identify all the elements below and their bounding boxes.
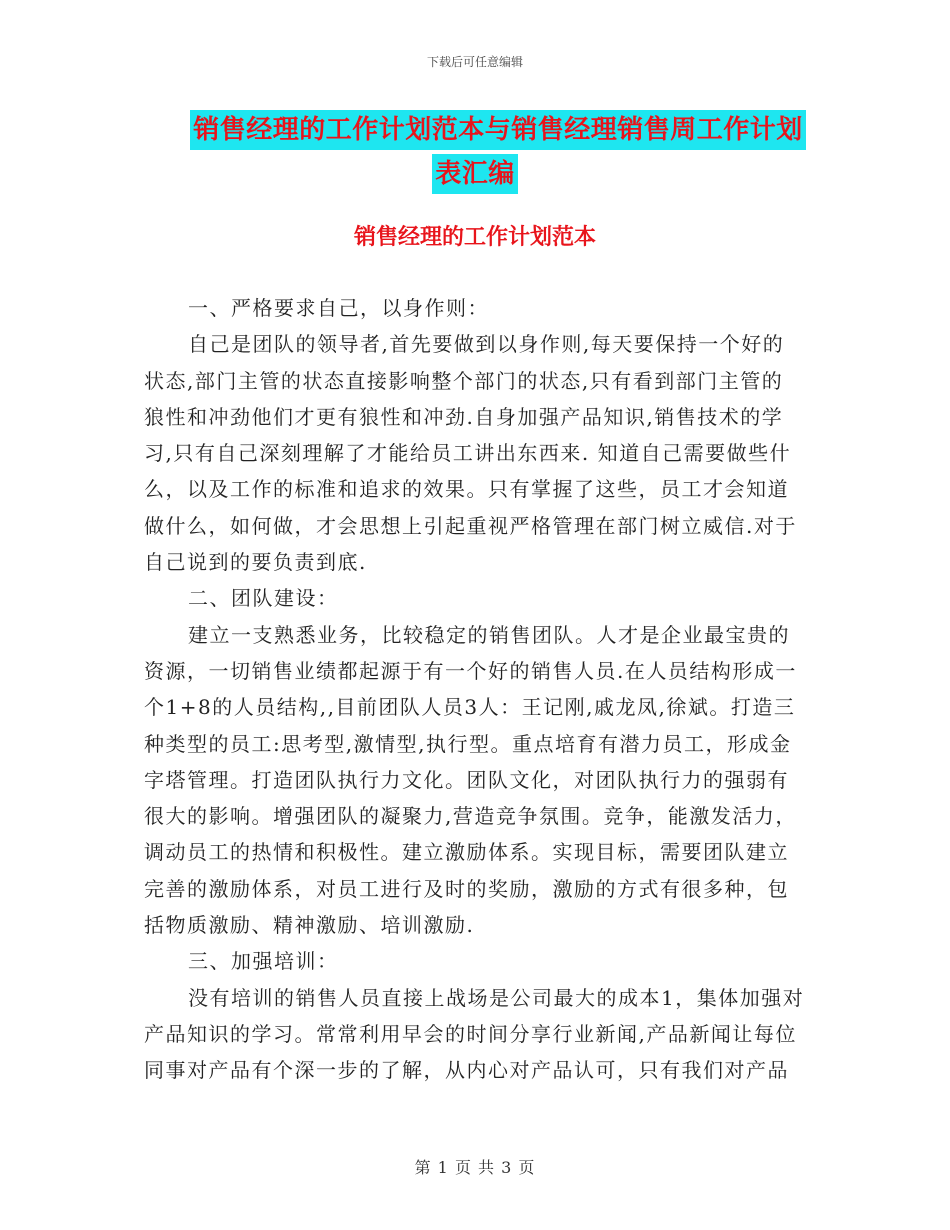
text-line: 二、团队建设：	[188, 586, 339, 611]
text-line: 三、加强培训：	[188, 949, 339, 974]
text-line: 习,只有自己深刻理解了才能给员工讲出东西来. 知道自己需要做些什	[144, 441, 792, 466]
paragraph	[144, 326, 812, 580]
page-header: 下载后可任意编辑	[426, 55, 523, 69]
text-line: 种类型的员工:思考型,激情型,执行型。重点培育有潜力员工，形成金	[144, 731, 792, 756]
paragraph-heading-1	[144, 290, 812, 326]
text-line: 很大的影响。增强团队的凝聚力,营造竞争氛围。竞争，能激发活力，	[144, 804, 797, 829]
paragraph-heading-2	[144, 580, 812, 616]
text-line: 狼性和冲劲他们才更有狼性和冲劲.自身加强产品知识,销售技术的学	[144, 404, 784, 429]
text-line: 产品知识的学习。常常利用早会的时间分享行业新闻,产品新闻让每位	[144, 1021, 797, 1046]
title-line-2: 表汇编	[432, 154, 518, 194]
text-line: 字塔管理。打造团队执行力文化。团队文化，对团队执行力的强弱有	[144, 767, 789, 792]
text-line: 同事对产品有个深一步的了解，从内心对产品认可，只有我们对产品	[144, 1058, 789, 1083]
paragraph	[144, 980, 812, 1089]
text-line: 做什么，如何做，才会思想上引起重视严格管理在部门树立威信.对于	[144, 513, 797, 538]
text-line: 自己是团队的领导者,首先要做到以身作则,每天要保持一个好的	[188, 332, 785, 357]
text-line: 完善的激励体系，对员工进行及时的奖励，激励的方式有很多种，包	[144, 876, 789, 901]
document-title	[0, 110, 950, 194]
text-line: 建立一支熟悉业务，比较稳定的销售团队。人才是企业最宝贵的	[188, 622, 790, 647]
text-line: 状态,部门主管的状态直接影响整个部门的状态,只有看到部门主管的	[144, 368, 784, 393]
body-text	[144, 290, 812, 1089]
text-line: 么，以及工作的标准和追求的效果。只有掌握了这些，员工才会知道	[144, 477, 789, 502]
paragraph	[144, 617, 812, 944]
text-line: 调动员工的热情和积极性。建立激励体系。实现目标，需要团队建立	[144, 840, 789, 865]
paragraph-heading-3	[144, 943, 812, 979]
text-line: 个1+8的人员结构,,目前团队人员3人：王记刚,戚龙凤,徐斌。打造三	[144, 695, 796, 720]
page-footer: 第 1 页 共 3 页	[414, 1158, 536, 1177]
section-heading: 销售经理的工作计划范本	[353, 225, 596, 250]
text-line: 自己说到的要负责到底.	[144, 550, 367, 575]
title-line-1: 销售经理的工作计划范本与销售经理销售周工作计划	[190, 110, 806, 150]
text-line: 资源，一切销售业绩都起源于有一个好的销售人员.在人员结构形成一	[144, 658, 797, 683]
text-line: 没有培训的销售人员直接上战场是公司最大的成本1，集体加强对	[188, 985, 805, 1010]
text-line: 一、严格要求自己，以身作则：	[188, 296, 489, 320]
text-line: 括物质激励、精神激励、培训激励.	[144, 913, 475, 938]
